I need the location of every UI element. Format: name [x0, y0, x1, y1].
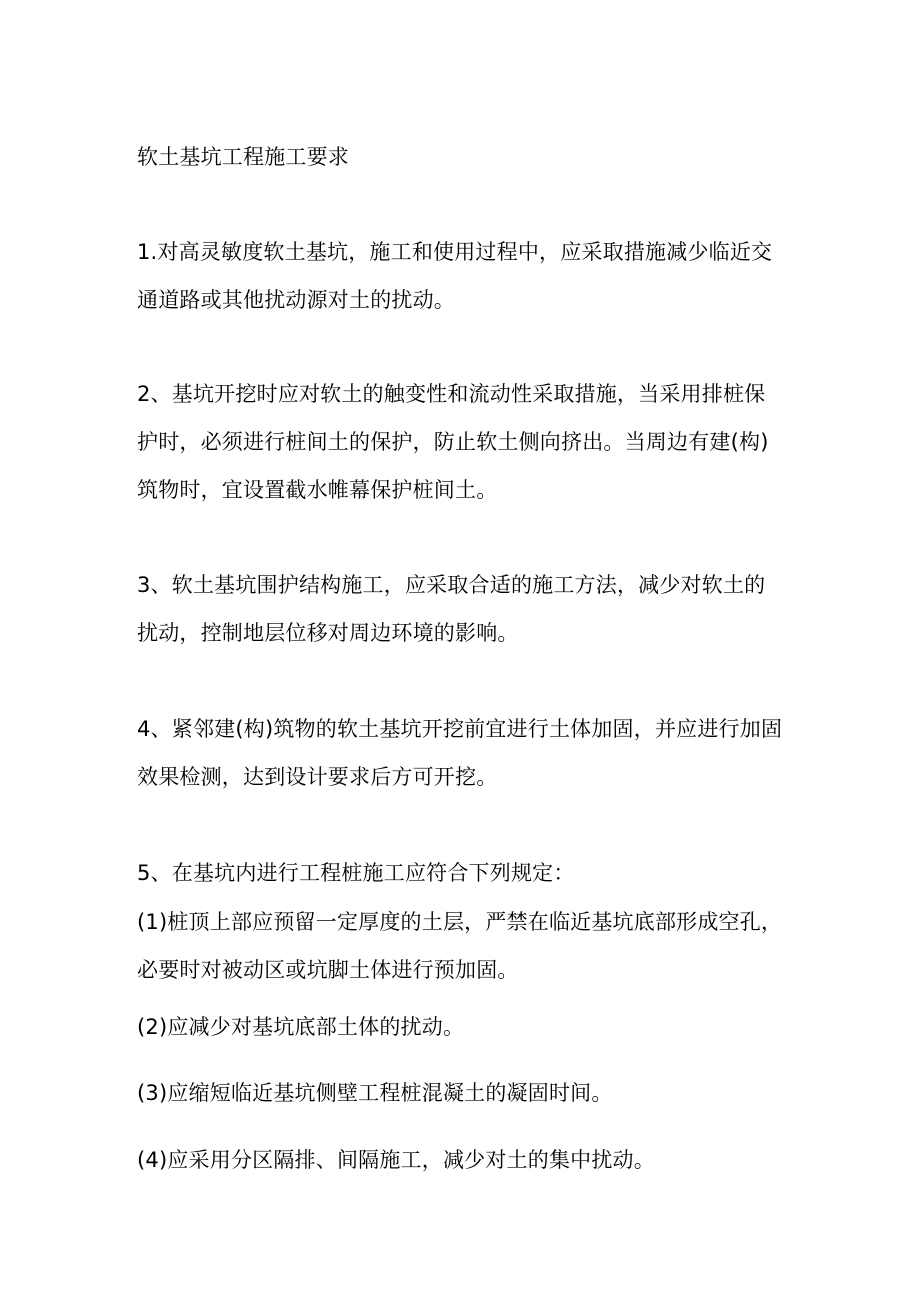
item-4-line-1: 4、紧邻建(构)筑物的软土基坑开挖前宜进行土体加固，并应进行加固	[137, 717, 783, 741]
item-4-line-2: 效果检测，达到设计要求后方可开挖。	[137, 765, 498, 789]
item-5-sub-1-line-1: (1)桩顶上部应预留一定厚度的土层，严禁在临近基坑底部形成空孔，	[137, 910, 783, 934]
item-1-line-2: 通道路或其他扰动源对土的扰动。	[137, 288, 455, 312]
item-5-heading: 5、在基坑内进行工程桩施工应符合下列规定：	[137, 861, 575, 885]
item-3-line-2: 扰动，控制地层位移对周边环境的影响。	[137, 621, 519, 645]
item-5-sub-2: (2)应减少对基坑底部土体的扰动。	[137, 1015, 465, 1039]
item-2-line-2: 护时，必须进行桩间土的保护，防止软土侧向挤出。当周边有建(构)	[137, 430, 769, 454]
item-1-line-1: 1.对高灵敏度软土基坑，施工和使用过程中，应采取措施减少临近交	[137, 240, 773, 264]
item-2-line-1: 2、基坑开挖时应对软土的触变性和流动性采取措施，当采用排桩保	[137, 382, 766, 406]
item-5-sub-4: (4)应采用分区隔排、间隔施工，减少对土的集中扰动。	[137, 1148, 655, 1172]
item-2-line-3: 筑物时，宜设置截水帷幕保护桩间土。	[137, 478, 498, 502]
item-5-sub-3: (3)应缩短临近基坑侧壁工程桩混凝土的凝固时间。	[137, 1081, 613, 1105]
item-3-line-1: 3、软土基坑围护结构施工，应采取合适的施工方法，减少对软土的	[137, 573, 766, 597]
item-5-sub-1-line-2: 必要时对被动区或坑脚土体进行预加固。	[137, 958, 519, 982]
document-title: 软土基坑工程施工要求	[137, 145, 349, 169]
